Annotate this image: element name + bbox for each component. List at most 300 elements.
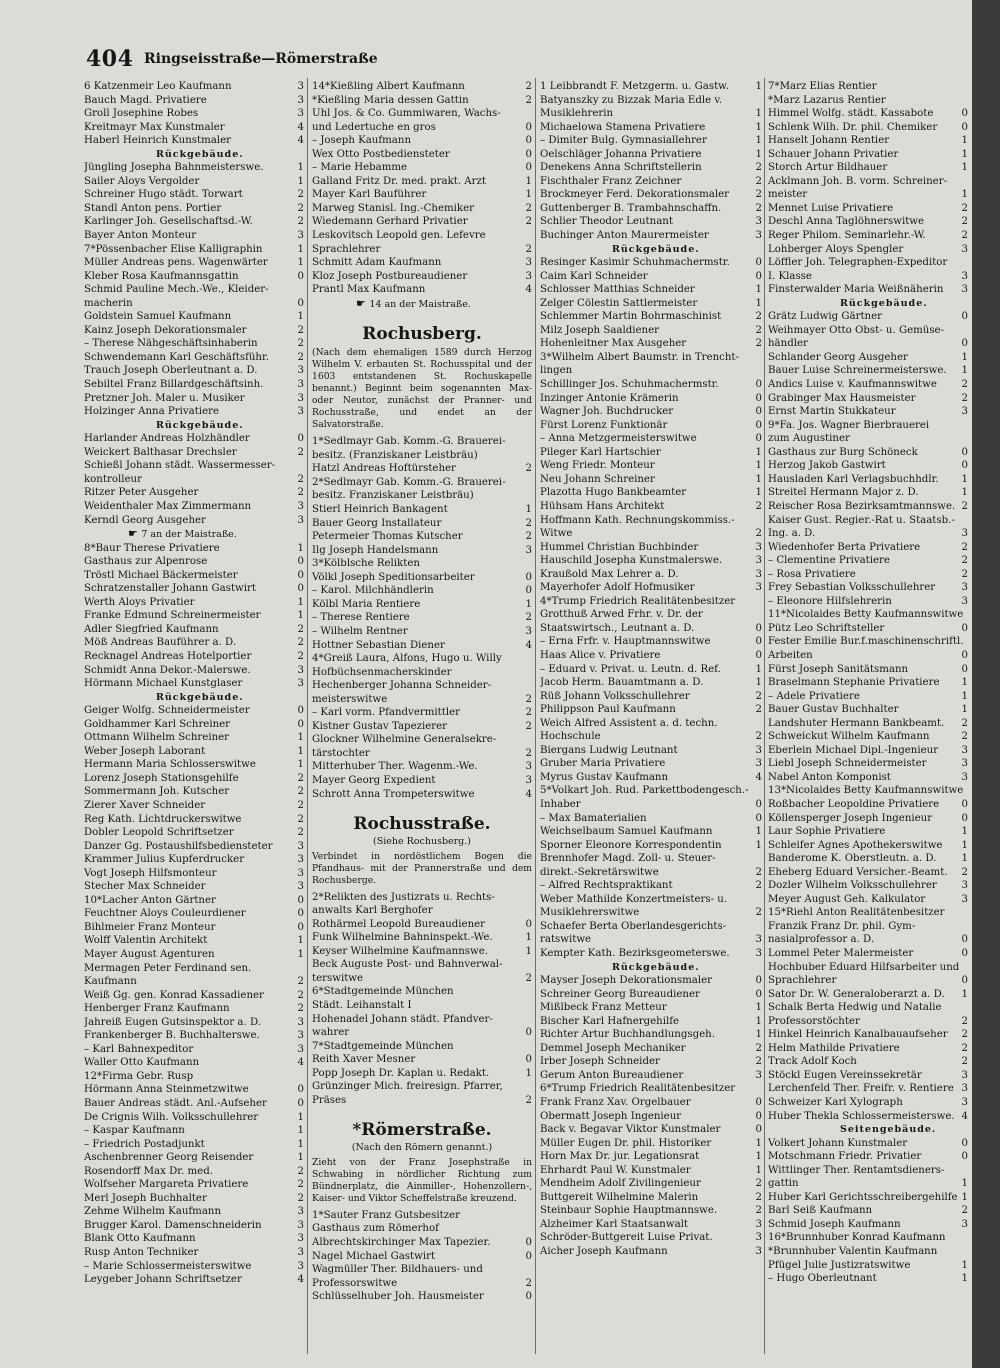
directory-entry bbox=[312, 202, 532, 216]
directory-entry bbox=[540, 256, 762, 270]
directory-entry bbox=[312, 283, 532, 297]
floor-number: 3 bbox=[297, 406, 304, 418]
directory-entry bbox=[84, 1111, 304, 1125]
directory-entry bbox=[312, 904, 532, 918]
floor-number: 1 bbox=[961, 162, 968, 174]
resident-text: – Kaspar Kaufmann bbox=[84, 1125, 185, 1137]
floor-number: 2 bbox=[297, 786, 304, 798]
directory-entry bbox=[84, 405, 304, 419]
directory-entry bbox=[768, 378, 968, 392]
resident-text: Schauer Johann Privatier bbox=[768, 148, 899, 160]
resident-text: Groll Josephine Robes bbox=[84, 108, 199, 120]
resident-text: Wagmüller Ther. Bildhauers- und bbox=[312, 1264, 483, 1276]
resident-text: De Crignis Wilh. Volksschullehrer bbox=[84, 1111, 259, 1123]
floor-number: 0 bbox=[525, 148, 532, 160]
directory-entry bbox=[768, 933, 968, 947]
floor-number: 1 bbox=[755, 284, 762, 296]
floor-number: 1 bbox=[755, 1002, 762, 1014]
floor-number: 2 bbox=[525, 81, 532, 92]
resident-text: Weich Alfred Assistent a. d. techn. bbox=[540, 717, 718, 729]
floor-number: 2 bbox=[961, 866, 968, 878]
floor-number: 1 bbox=[297, 243, 304, 255]
resident-text: Schrott Anna Trompeterswitwe bbox=[312, 788, 475, 800]
directory-entry bbox=[84, 229, 304, 243]
directory-entry bbox=[768, 148, 968, 162]
floor-number: 2 bbox=[525, 1094, 532, 1106]
floor-number: 2 bbox=[525, 243, 532, 255]
resident-text: 7*Marz Elias Rentier bbox=[768, 81, 877, 92]
resident-text: Grätz Ludwig Gärtner bbox=[768, 311, 883, 323]
resident-text: Schweickut Wilhelm Kaufmann bbox=[768, 731, 930, 743]
directory-entry bbox=[540, 229, 762, 243]
directory-entry bbox=[768, 974, 968, 988]
floor-number: 3 bbox=[297, 1030, 304, 1042]
floor-number: 2 bbox=[755, 1205, 762, 1217]
directory-entry bbox=[84, 270, 304, 284]
directory-entry bbox=[84, 1016, 304, 1030]
directory-entry bbox=[540, 663, 762, 677]
directory-entry bbox=[768, 1055, 968, 1069]
resident-text: Mermagen Peter Ferdinand sen. bbox=[84, 962, 252, 974]
floor-number: 3 bbox=[297, 514, 304, 526]
resident-text: Bauer Andreas städt. Anl.-Aufseher bbox=[84, 1098, 267, 1110]
directory-entry bbox=[312, 733, 532, 747]
floor-number: 3 bbox=[755, 230, 762, 242]
directory-entry bbox=[84, 718, 304, 732]
resident-text: Sprachlehrer bbox=[312, 243, 381, 255]
directory-entry bbox=[768, 364, 968, 378]
floor-number: 1 bbox=[961, 853, 968, 865]
resident-text: Ehrhardt Paul W. Kunstmaler bbox=[540, 1164, 691, 1176]
floor-number: 3 bbox=[755, 555, 762, 567]
resident-text: Finsterwalder Maria Weißnäherin bbox=[768, 284, 944, 296]
floor-number: 0 bbox=[525, 1237, 532, 1248]
resident-text: Hottner Sebastian Diener bbox=[312, 639, 445, 651]
resident-text: Kerndl Georg Ausgeher bbox=[84, 514, 206, 526]
floor-number: 2 bbox=[961, 717, 968, 729]
directory-entry bbox=[84, 677, 304, 691]
directory-entry bbox=[768, 920, 968, 934]
directory-entry bbox=[768, 541, 968, 555]
directory-entry bbox=[768, 161, 968, 175]
resident-text: Hofbüchsenmacherskinder bbox=[312, 666, 452, 678]
directory-entry bbox=[768, 1245, 968, 1259]
resident-text: Barl Seiß Kaufmann bbox=[768, 1205, 873, 1217]
floor-number: 1 bbox=[297, 311, 304, 323]
floor-number: 1 bbox=[525, 598, 532, 610]
directory-entry bbox=[768, 94, 968, 108]
resident-text: Jahreiß Eugen Gutsinspektor a. D. bbox=[84, 1016, 261, 1028]
floor-number: 1 bbox=[525, 189, 532, 201]
directory-entry bbox=[768, 500, 968, 514]
resident-text: Hechenberger Johanna Schneider- bbox=[312, 680, 492, 692]
resident-text: Rusp Anton Techniker bbox=[84, 1247, 199, 1259]
directory-entry bbox=[312, 1094, 532, 1108]
directory-entry bbox=[312, 999, 532, 1013]
floor-number: 3 bbox=[297, 230, 304, 242]
floor-number: 1 bbox=[755, 473, 762, 485]
resident-text: Schießl Johann städt. Wassermesser- bbox=[84, 460, 276, 472]
page-header bbox=[86, 46, 966, 74]
resident-text: Sebiltel Franz Billardgeschäftsinh. bbox=[84, 379, 264, 391]
directory-entry bbox=[84, 337, 304, 351]
floor-number: 3 bbox=[297, 500, 304, 512]
floor-number: 2 bbox=[755, 1178, 762, 1190]
resident-text: Braselmann Stephanie Privatiere bbox=[768, 677, 940, 689]
directory-entry bbox=[84, 813, 304, 827]
floor-number: 1 bbox=[755, 677, 762, 689]
floor-number: 1 bbox=[755, 1137, 762, 1149]
resident-text: Bauer Luise Schreinermeisterswe. bbox=[768, 365, 947, 377]
floor-number: 1 bbox=[755, 148, 762, 160]
floor-number: 1 bbox=[961, 148, 968, 160]
floor-number: 3 bbox=[961, 880, 968, 892]
directory-entry bbox=[312, 720, 532, 734]
section-label: Rückgebäude. bbox=[156, 419, 244, 431]
floor-number: 0 bbox=[755, 379, 762, 391]
floor-number: 3 bbox=[297, 840, 304, 852]
floor-number: 3 bbox=[525, 257, 532, 269]
floor-number: 1 bbox=[755, 663, 762, 675]
resident-text: terswitwe bbox=[312, 972, 364, 984]
directory-entry bbox=[540, 283, 762, 297]
column-4 bbox=[768, 80, 968, 1352]
resident-text: Hermann Maria Schlosserswitwe bbox=[84, 759, 256, 771]
floor-number: 1 bbox=[961, 1273, 968, 1285]
resident-text: Myrus Gustav Kaufmann bbox=[540, 771, 669, 783]
directory-entry bbox=[84, 582, 304, 596]
directory-entry bbox=[84, 134, 304, 148]
resident-text: Müller Eugen Dr. phil. Historiker bbox=[540, 1137, 712, 1149]
directory-entry bbox=[540, 1177, 762, 1191]
cross-reference bbox=[312, 297, 532, 312]
floor-number: 3 bbox=[961, 744, 968, 756]
directory-entry bbox=[540, 906, 762, 920]
resident-text: Hörmann Anna Steinmetzwitwe bbox=[84, 1084, 249, 1096]
directory-entry bbox=[540, 1028, 762, 1042]
floor-number: 1 bbox=[525, 175, 532, 187]
resident-text: Inzinger Antonie Krämerin bbox=[540, 392, 679, 404]
floor-number: 1 bbox=[297, 745, 304, 757]
directory-entry bbox=[540, 825, 762, 839]
floor-number: 2 bbox=[525, 517, 532, 529]
floor-number: 1 bbox=[297, 949, 304, 960]
directory-entry bbox=[84, 514, 304, 528]
directory-entry bbox=[540, 364, 762, 378]
resident-text: kontrolleur bbox=[84, 473, 142, 485]
floor-number: 0 bbox=[755, 392, 762, 404]
resident-text: – Rosa Privatiere bbox=[768, 568, 856, 580]
floor-number: 3 bbox=[297, 854, 304, 866]
directory-entry bbox=[768, 771, 968, 785]
directory-entry bbox=[84, 1043, 304, 1057]
resident-text: – Clementine Privatiere bbox=[768, 555, 890, 567]
resident-text: 8*Baur Therese Privatiere bbox=[84, 542, 220, 554]
directory-entry bbox=[768, 893, 968, 907]
directory-entry bbox=[84, 80, 304, 94]
resident-text: 16*Brunnhuber Konrad Kaufmann bbox=[768, 1232, 946, 1244]
directory-entry bbox=[312, 706, 532, 720]
floor-number: 2 bbox=[961, 202, 968, 214]
directory-entry bbox=[312, 931, 532, 945]
resident-text: Ernst Martin Stukkateur bbox=[768, 406, 896, 418]
resident-text: Frey Sebastian Volksschullehrer bbox=[768, 582, 936, 594]
directory-entry bbox=[84, 989, 304, 1003]
floor-number: 1 bbox=[755, 135, 762, 147]
directory-entry bbox=[540, 744, 762, 758]
directory-entry bbox=[540, 1123, 762, 1137]
resident-text: Storch Artur Bildhauer bbox=[768, 162, 888, 174]
resident-text: Schlenk Wilh. Dr. phil. Chemiker bbox=[768, 121, 938, 133]
directory-entry bbox=[768, 1110, 968, 1124]
directory-entry bbox=[540, 920, 762, 934]
directory-entry bbox=[540, 107, 762, 121]
resident-text: meister bbox=[768, 189, 808, 201]
directory-entry bbox=[312, 1250, 532, 1264]
floor-number: 1 bbox=[961, 704, 968, 716]
directory-entry bbox=[540, 514, 762, 528]
resident-text: – Dimiter Bulg. Gymnasiallehrer bbox=[540, 135, 707, 147]
floor-number: 2 bbox=[297, 351, 304, 363]
directory-entry bbox=[768, 1015, 968, 1029]
directory-entry bbox=[768, 812, 968, 826]
directory-entry bbox=[540, 1137, 762, 1151]
floor-number: 1 bbox=[297, 732, 304, 744]
resident-text: 4*Trump Friedrich Realitätenbesitzer bbox=[540, 595, 736, 607]
directory-entry bbox=[540, 500, 762, 514]
resident-text: 6 Katzenmeir Leo Kaufmann bbox=[84, 81, 232, 92]
resident-text: Andics Luise v. Kaufmannswitwe bbox=[768, 379, 937, 391]
resident-text: Kaiser Gust. Regier.-Rat u. Staatsb.- bbox=[768, 514, 955, 526]
resident-text: Liebl Joseph Schneidermeister bbox=[768, 758, 927, 770]
floor-number: 1 bbox=[755, 487, 762, 499]
floor-number: 3 bbox=[297, 379, 304, 391]
floor-number: 2 bbox=[297, 1003, 304, 1015]
directory-entry bbox=[768, 595, 968, 609]
floor-number: 1 bbox=[525, 504, 532, 516]
column-rule bbox=[764, 78, 765, 1354]
resident-text: Acklmann Joh. B. vorm. Schreiner- bbox=[768, 175, 948, 187]
floor-number: 0 bbox=[525, 162, 532, 174]
floor-number: 2 bbox=[297, 1192, 304, 1204]
floor-number: 3 bbox=[755, 568, 762, 580]
directory-entry bbox=[540, 459, 762, 473]
directory-entry bbox=[312, 161, 532, 175]
floor-number: 4 bbox=[297, 1274, 304, 1286]
resident-text: Bauch Magd. Privatiere bbox=[84, 94, 207, 106]
floor-number: 3 bbox=[297, 108, 304, 120]
resident-text: meisterswitwe bbox=[312, 693, 388, 705]
directory-entry bbox=[84, 215, 304, 229]
directory-entry bbox=[312, 958, 532, 972]
resident-text: – Alfred Rechtspraktikant bbox=[540, 880, 673, 892]
resident-text: nasialprofessor a. D. bbox=[768, 934, 875, 946]
floor-number: 2 bbox=[525, 202, 532, 214]
floor-number: 4 bbox=[297, 1057, 304, 1069]
resident-text: Pileger Karl Hartschier bbox=[540, 446, 661, 458]
directory-entry bbox=[312, 489, 532, 503]
directory-entry bbox=[540, 933, 762, 947]
floor-number: 1 bbox=[297, 257, 304, 269]
floor-number: 1 bbox=[961, 189, 968, 201]
resident-text: 2*Relikten des Justizrats u. Rechts- bbox=[312, 891, 495, 903]
directory-entry bbox=[84, 1178, 304, 1192]
resident-text: Franke Edmund Schreinermeister bbox=[84, 610, 261, 622]
directory-entry bbox=[768, 392, 968, 406]
directory-entry bbox=[768, 527, 968, 541]
directory-entry bbox=[312, 1053, 532, 1067]
floor-number: 1 bbox=[755, 1029, 762, 1041]
resident-text: Musiklehrerin bbox=[540, 108, 614, 120]
floor-number: 0 bbox=[755, 975, 762, 987]
directory-entry bbox=[768, 866, 968, 880]
floor-number: 1 bbox=[755, 297, 762, 309]
resident-text: *Brunnhuber Valentin Kaufmann bbox=[768, 1246, 938, 1258]
floor-number: 2 bbox=[961, 1029, 968, 1041]
directory-entry bbox=[312, 270, 532, 284]
resident-text: Jüngling Josepha Bahnmeisterswe. bbox=[84, 162, 264, 174]
floor-number: 2 bbox=[297, 650, 304, 662]
floor-number: 2 bbox=[297, 623, 304, 635]
resident-text: – Friedrich Postadjunkt bbox=[84, 1138, 205, 1150]
floor-number: 0 bbox=[961, 460, 968, 472]
directory-entry bbox=[768, 730, 968, 744]
directory-entry bbox=[312, 1236, 532, 1250]
floor-number: 3 bbox=[525, 625, 532, 637]
floor-number: 2 bbox=[961, 379, 968, 391]
directory-entry bbox=[540, 419, 762, 433]
floor-number: 1 bbox=[961, 487, 968, 499]
resident-text: Streitel Hermann Major z. D. bbox=[768, 487, 919, 499]
resident-text: Hohenadel Johann städt. Pfandver- bbox=[312, 1013, 493, 1025]
directory-entry bbox=[768, 270, 968, 284]
resident-text: 13*Nicolaides Betty Kaufmannswitwe bbox=[768, 785, 964, 797]
floor-number: 3 bbox=[961, 243, 968, 255]
rochusstrasse-entries bbox=[312, 891, 532, 1108]
resident-text: Plazotta Hugo Bankbeamter bbox=[540, 487, 687, 499]
street-note: (Siehe Rochusberg.) bbox=[373, 836, 471, 848]
floor-number: 3 bbox=[297, 392, 304, 404]
section-label: Rückgebäude. bbox=[156, 691, 244, 703]
directory-entry bbox=[768, 1082, 968, 1096]
resident-text: Caim Karl Schneider bbox=[540, 270, 648, 282]
directory-entry bbox=[84, 636, 304, 650]
resident-text: gattin bbox=[768, 1178, 799, 1190]
floor-number: 3 bbox=[297, 867, 304, 879]
floor-number: 2 bbox=[755, 324, 762, 336]
directory-entry bbox=[540, 378, 762, 392]
directory-entry bbox=[84, 1002, 304, 1016]
directory-entry bbox=[84, 894, 304, 908]
floor-number: 1 bbox=[297, 1111, 304, 1123]
resident-text: Schlosser Matthias Schneider bbox=[540, 284, 695, 296]
directory-entry bbox=[312, 584, 532, 598]
resident-text: Mayer Georg Expedient bbox=[312, 774, 436, 786]
floor-number: 2 bbox=[961, 216, 968, 228]
resident-text: Präses bbox=[312, 1094, 347, 1106]
floor-number: 0 bbox=[961, 1137, 968, 1149]
directory-entry bbox=[540, 1150, 762, 1164]
resident-text: Sommermann Joh. Kutscher bbox=[84, 786, 230, 798]
resident-text: Recknagel Andreas Hotelportier bbox=[84, 650, 252, 662]
floor-number: 0 bbox=[297, 297, 304, 309]
directory-entry bbox=[312, 557, 532, 571]
directory-entry bbox=[84, 758, 304, 772]
floor-number: 1 bbox=[297, 1125, 304, 1137]
resident-text: Huber Karl Gerichtsschreibergehilfe bbox=[768, 1191, 958, 1203]
floor-number: 3 bbox=[297, 1016, 304, 1028]
directory-entry bbox=[540, 175, 762, 189]
directory-entry bbox=[768, 1096, 968, 1110]
directory-entry bbox=[540, 446, 762, 460]
directory-entry bbox=[540, 94, 762, 108]
resident-text: Kempter Kath. Bezirksgeometerswe. bbox=[540, 948, 730, 959]
resident-text: Keyser Wilhelmine Kaufmannswe. bbox=[312, 945, 488, 957]
directory-entry bbox=[540, 676, 762, 690]
resident-text: Irber Joseph Schneider bbox=[540, 1056, 660, 1068]
directory-entry bbox=[768, 1218, 968, 1232]
directory-entry bbox=[312, 666, 532, 680]
directory-entry bbox=[768, 175, 968, 189]
resident-text: – Erna Frfr. v. Hauptmannswitwe bbox=[540, 636, 711, 648]
resident-text: Wagner Joh. Buchdrucker bbox=[540, 406, 674, 418]
cross-reference-text: 14 an der Maistraße. bbox=[369, 298, 471, 310]
resident-text: Leskovitsch Leopold gen. Lefevre bbox=[312, 230, 486, 242]
resident-text: Tröstl Michael Bäckermeister bbox=[84, 569, 238, 581]
resident-text: Professorstöchter bbox=[768, 1015, 860, 1027]
directory-entry bbox=[768, 1001, 968, 1015]
directory-entry bbox=[84, 1070, 304, 1084]
floor-number: 0 bbox=[755, 406, 762, 418]
directory-entry bbox=[84, 623, 304, 637]
floor-number: 3 bbox=[297, 881, 304, 893]
directory-entry bbox=[768, 676, 968, 690]
floor-number: 1 bbox=[297, 1138, 304, 1150]
floor-number: 3 bbox=[755, 582, 762, 594]
resident-text: 14*Kießling Albert Kaufmann bbox=[312, 81, 465, 92]
resident-text: Schweizer Karl Xylograph bbox=[768, 1097, 903, 1109]
floor-number: 0 bbox=[525, 1027, 532, 1039]
resident-text: Sprachlehrer bbox=[768, 975, 837, 987]
directory-entry bbox=[312, 611, 532, 625]
directory-entry bbox=[768, 134, 968, 148]
directory-entry bbox=[768, 202, 968, 216]
directory-entry bbox=[84, 596, 304, 610]
floor-number: 1 bbox=[961, 988, 968, 1000]
floor-number: 3 bbox=[297, 1219, 304, 1231]
resident-text: macherin bbox=[84, 297, 133, 309]
directory-entry bbox=[768, 1042, 968, 1056]
floor-number: 1 bbox=[525, 1067, 532, 1079]
floor-number: 1 bbox=[297, 1152, 304, 1164]
directory-entry bbox=[84, 1219, 304, 1233]
resident-text: Hinkel Heinrich Kanalbauaufseher bbox=[768, 1029, 948, 1041]
directory-entry bbox=[768, 717, 968, 731]
directory-entry bbox=[540, 527, 762, 541]
directory-entry bbox=[768, 744, 968, 758]
section-label: Rückgebäude. bbox=[612, 961, 700, 973]
directory-entry bbox=[312, 571, 532, 585]
directory-entry bbox=[768, 1204, 968, 1218]
directory-entry bbox=[84, 934, 304, 948]
directory-entry bbox=[84, 283, 304, 297]
directory-entry bbox=[540, 1191, 762, 1205]
resident-text: Leygeber Johann Schriftsetzer bbox=[84, 1274, 242, 1286]
directory-entry bbox=[84, 473, 304, 487]
floor-number: 2 bbox=[755, 907, 762, 919]
resident-text: 4*Greiß Laura, Alfons, Hugo u. Willy bbox=[312, 653, 502, 665]
floor-number: 0 bbox=[525, 135, 532, 147]
